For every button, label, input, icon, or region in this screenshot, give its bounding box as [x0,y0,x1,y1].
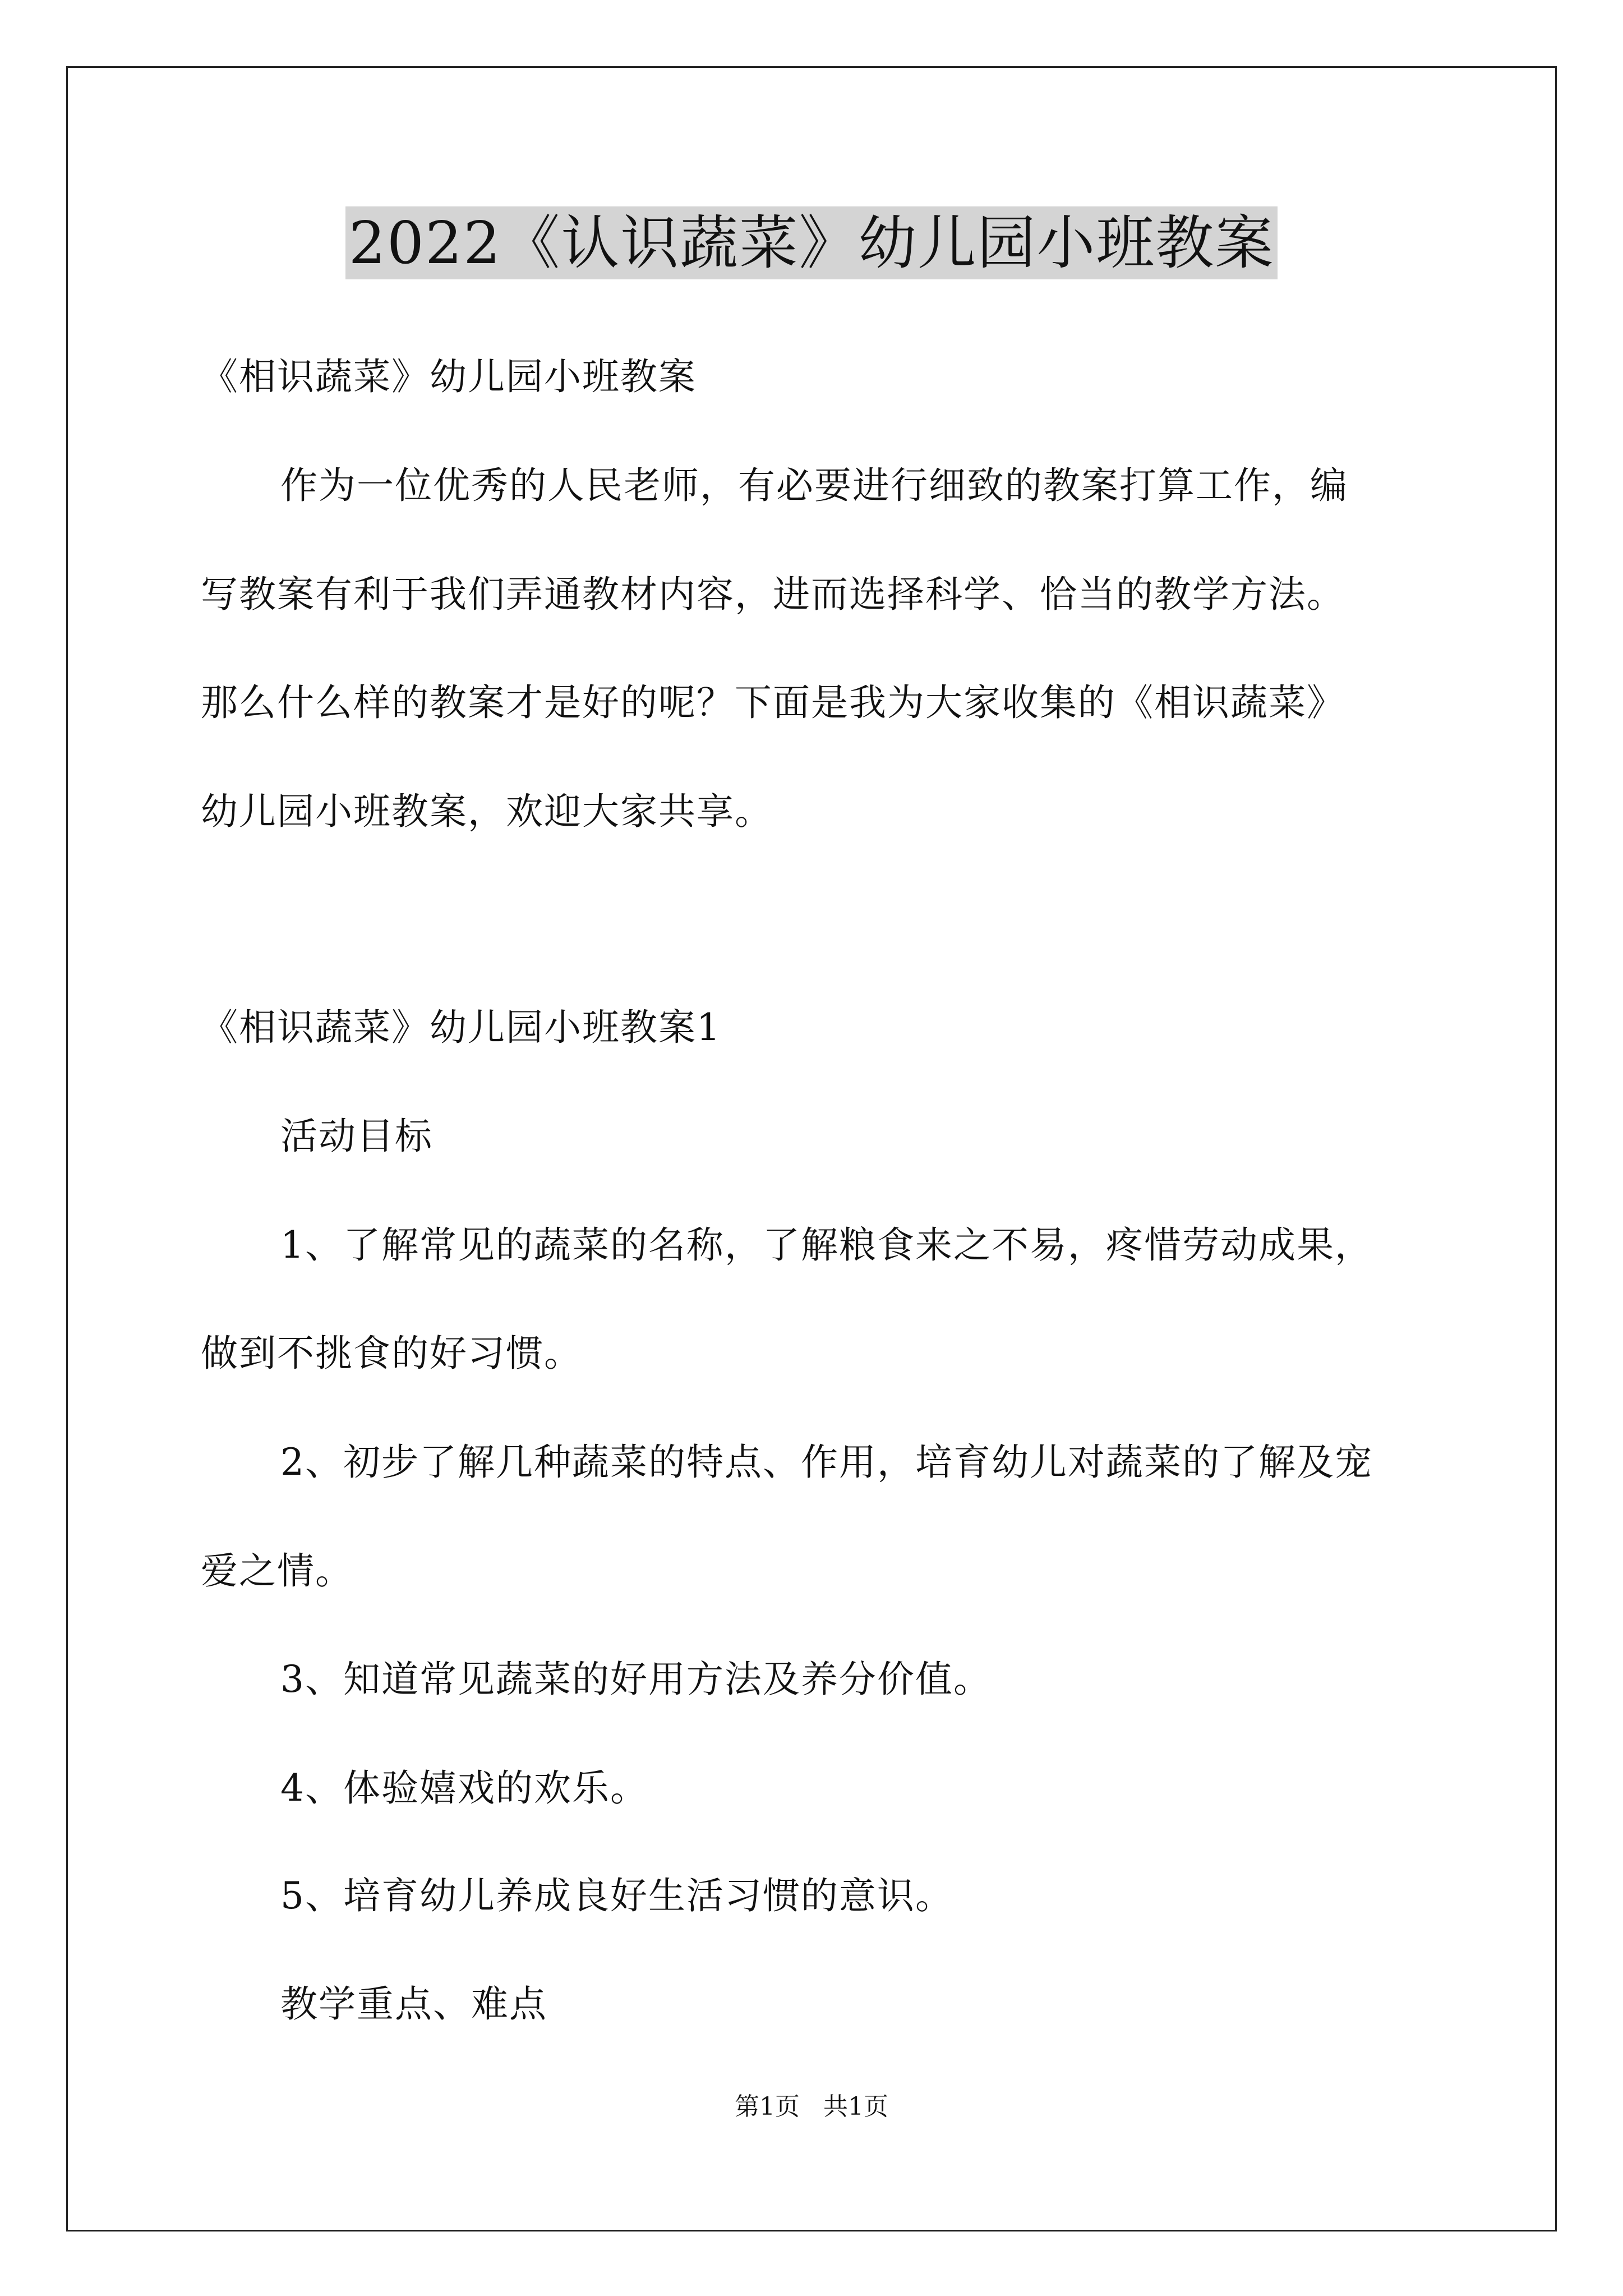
text-line: 5、培育幼儿养成良好生活习惯的意识。 [280,1874,953,1917]
text-line: 《相识蔬菜》幼儿园小班教案 [201,355,697,398]
document-title: 2022《认识蔬菜》幼儿园小班教案 [345,206,1278,279]
text-line: 幼儿园小班教案，欢迎大家共享。 [201,790,773,833]
text-line: 作为一位优秀的人民老师，有必要进行细致的教案打算工作，编 [280,464,1348,507]
text-line: 4、体验嬉戏的欢乐。 [280,1766,648,1810]
section-heading: 《相识蔬菜》幼儿园小班教案1 [201,1006,721,1049]
text-line: 写教案有利于我们弄通教材内容，进而选择科学、恰当的教学方法。 [201,573,1345,616]
text-line: 那么什么样的教案才是好的呢？下面是我为大家收集的《相识蔬菜》 [201,681,1345,724]
subheading: 活动目标 [280,1115,433,1158]
text-line: 爱之情。 [201,1549,353,1593]
text-line: 1、了解常见的蔬菜的名称，了解粮食来之不易，疼惜劳动成果， [280,1223,1373,1267]
text-line: 做到不挑食的好习惯。 [201,1332,582,1375]
page-footer: 第1页 共1页 [735,2092,888,2121]
text-line: 2、初步了解几种蔬菜的特点、作用，培育幼儿对蔬菜的了解及宠 [280,1441,1373,1484]
title-container [0,206,1623,279]
subheading: 教学重点、难点 [280,1982,547,2026]
text-line: 3、知道常见蔬菜的好用方法及养分价值。 [280,1658,992,1701]
